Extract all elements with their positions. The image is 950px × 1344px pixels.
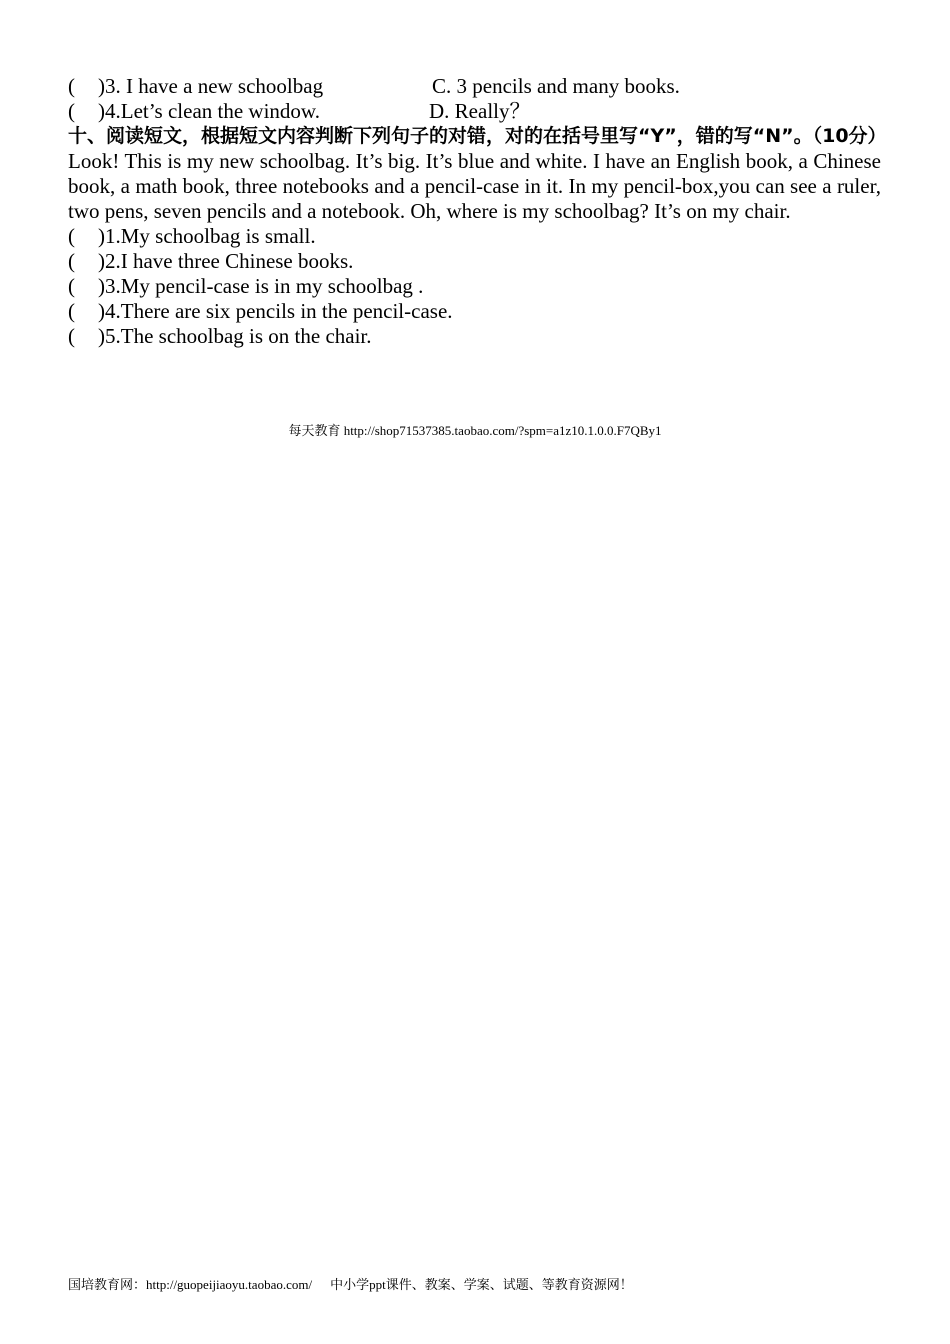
matching-option-c: C. 3 pencils and many books.: [432, 74, 680, 98]
question-item: [68, 249, 881, 274]
exam-content: [68, 74, 887, 349]
question-item: [68, 224, 881, 249]
matching-left-3: [68, 74, 323, 99]
question-item: [68, 274, 881, 299]
reading-passage: Look! This is my new schoolbag. It’s big. It’s blue and white. I have an English book, a Chinese book, a math book, three notebooks and a pencil-case in it. In my pencil-box,you can see a ruler, two pens, seven pencils and a notebook. Oh, where is my schoolbag? It’s on my chair.: [68, 149, 881, 223]
watermark-text: 每天教育 http://shop71537385.taobao.com/?spm=a1z10.1.0.0.F7QBy1: [288, 423, 662, 438]
footer-right: 中小学ppt课件、教案、学案、试题、等教育资源网！: [330, 1277, 633, 1292]
question-text: )4.There are six pencils in the pencil-case.: [98, 299, 453, 323]
answer-blank: (: [68, 224, 75, 248]
answer-blank: (: [68, 74, 75, 98]
answer-blank: (: [68, 249, 75, 273]
page-footer: [68, 1277, 633, 1293]
answer-blank: (: [68, 274, 75, 298]
question-item: [68, 299, 881, 324]
matching-row-4: [68, 99, 881, 124]
section-heading: 十、阅读短文，根据短文内容判断下列句子的对错，对的在括号里写“Y”，错的写“N”。（10分）: [68, 125, 887, 147]
matching-text: )4.Let’s clean the window.: [98, 99, 320, 123]
answer-blank: (: [68, 324, 75, 348]
answer-blank: (: [68, 299, 75, 323]
question-text: )3.My pencil-case is in my schoolbag .: [98, 274, 424, 298]
matching-left-4: [68, 99, 320, 124]
matching-row-3: [68, 74, 881, 99]
matching-text: )3. I have a new schoolbag: [98, 74, 324, 98]
answer-blank: (: [68, 99, 75, 123]
question-item: [68, 324, 881, 349]
matching-option-d: D. Really？: [429, 99, 531, 123]
question-text: )1.My schoolbag is small.: [98, 224, 316, 248]
footer-left: 国培教育网：http://guopeijiaoyu.taobao.com/: [68, 1277, 313, 1292]
question-text: )2.I have three Chinese books.: [98, 249, 354, 273]
question-text: )5.The schoolbag is on the chair.: [98, 324, 372, 348]
